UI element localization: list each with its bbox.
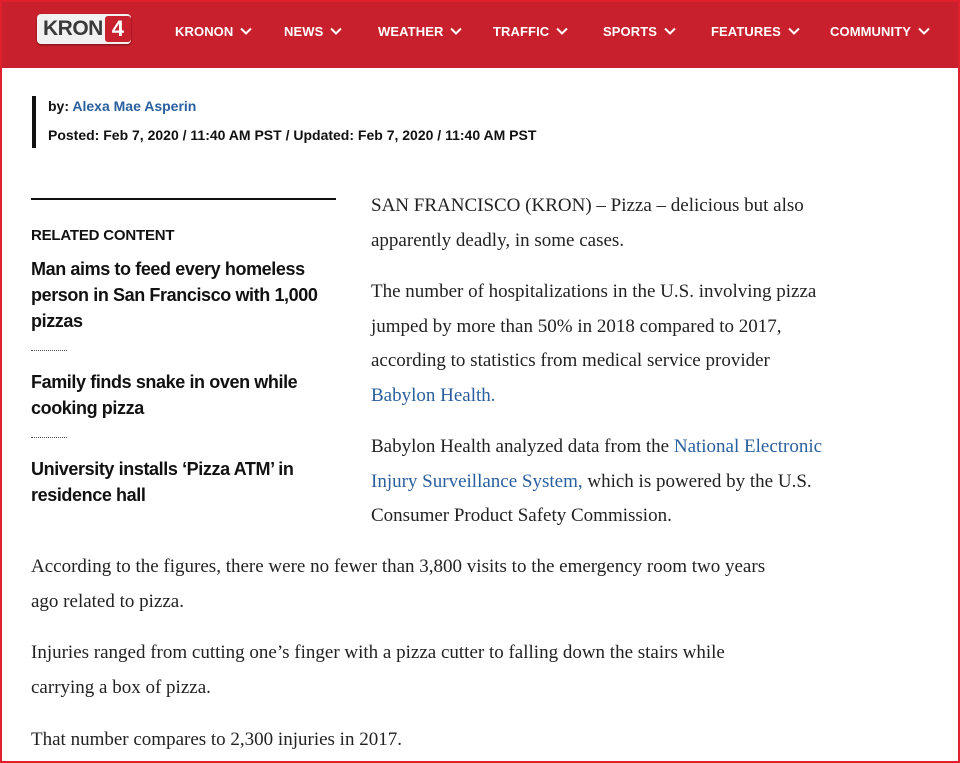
nav-label: NEWS [284, 23, 324, 39]
paragraph-line: according to statistics from medical service provider [371, 350, 770, 371]
related-item[interactable] [31, 256, 336, 334]
neiss-link-continued[interactable]: Injury Surveillance System, [371, 470, 583, 492]
related-divider [31, 350, 67, 351]
article-paragraph [31, 723, 951, 758]
author-row [48, 95, 536, 117]
article-paragraph [371, 275, 816, 413]
main-nav [0, 0, 960, 68]
chevron-down-icon [788, 27, 800, 35]
paragraph-line: jumped by more than 50% in 2018 compared to 2017, [371, 315, 782, 337]
related-divider [31, 437, 67, 438]
related-content-title: RELATED CONTENT [31, 227, 175, 244]
paragraph-line: The number of hospitalizations in the U.S. involving pizza [371, 281, 817, 302]
chevron-down-icon [450, 27, 462, 35]
logo-text: KRON [43, 17, 103, 40]
chevron-down-icon [240, 27, 252, 35]
nav-item-sports[interactable] [603, 22, 676, 40]
related-item-line: residence hall [31, 485, 146, 505]
posted-value: Feb 7, 2020 / 11:40 AM PST [103, 127, 282, 143]
nav-item-community[interactable] [830, 22, 930, 40]
article-byline [32, 96, 536, 148]
related-item-line: Man aims to feed every homeless [31, 259, 305, 279]
nav-label: KRONON [175, 23, 234, 39]
nav-item-weather[interactable] [378, 22, 462, 40]
paragraph-line: apparently deadly, in some cases. [371, 229, 625, 251]
nav-item-news[interactable] [284, 22, 342, 40]
chevron-down-icon [330, 27, 342, 35]
nav-item-kronon[interactable] [175, 22, 252, 40]
site-header [0, 0, 960, 68]
timestamp-row [48, 126, 536, 144]
article-paragraph [31, 550, 951, 619]
related-item-line: person in San Francisco with 1,000 [31, 285, 318, 305]
article-paragraph [371, 430, 822, 534]
related-item-line: cooking pizza [31, 398, 144, 418]
posted-label: Posted: [48, 127, 100, 143]
nav-item-traffic[interactable] [493, 22, 568, 40]
related-item-line: University installs ‘Pizza ATM’ in [31, 459, 294, 479]
chevron-down-icon [664, 27, 676, 35]
author-link[interactable]: Alexa Mae Asperin [72, 98, 197, 114]
article-paragraph [31, 636, 951, 705]
updated-label: Updated: [293, 127, 355, 143]
chevron-down-icon [556, 27, 568, 35]
nav-label: TRAFFIC [493, 23, 550, 39]
related-item-line: Family finds snake in oven while [31, 372, 298, 392]
paragraph-line: Injuries ranged from cutting one’s finger with a pizza cutter to falling down the stairs while [31, 642, 725, 663]
chevron-down-icon [918, 27, 930, 35]
related-item[interactable] [31, 369, 336, 421]
article-paragraph [371, 189, 804, 258]
paragraph-line: ago related to pizza. [31, 590, 184, 612]
updated-value: Feb 7, 2020 / 11:40 AM PST [357, 127, 537, 143]
paragraph-text: Babylon Health analyzed data from the [371, 436, 674, 457]
paragraph-line: According to the figures, there were no fewer than 3,800 visits to the emergency room two years [31, 556, 766, 577]
paragraph-text: which is powered by the U.S. [582, 470, 812, 492]
nav-label: SPORTS [603, 23, 658, 39]
nav-label: FEATURES [711, 23, 781, 39]
paragraph-line: carrying a box of pizza. [31, 676, 211, 698]
related-item-line: pizzas [31, 311, 83, 331]
related-item[interactable] [31, 456, 336, 508]
babylon-health-link[interactable]: Babylon Health. [371, 384, 496, 406]
by-label: by: [48, 98, 69, 114]
nav-label: COMMUNITY [830, 23, 912, 39]
paragraph-line: That number compares to 2,300 injuries in 2017. [31, 729, 402, 750]
nav-item-features[interactable] [711, 22, 800, 40]
paragraph-line: SAN FRANCISCO (KRON) – Pizza – delicious but also [371, 195, 804, 216]
neiss-link[interactable]: National Electronic [673, 436, 823, 457]
logo-badge: 4 [105, 16, 131, 42]
paragraph-line: Consumer Product Safety Commission. [371, 505, 672, 526]
timestamp-separator: / [281, 127, 294, 143]
related-content [31, 198, 336, 508]
nav-label: WEATHER [378, 23, 444, 39]
